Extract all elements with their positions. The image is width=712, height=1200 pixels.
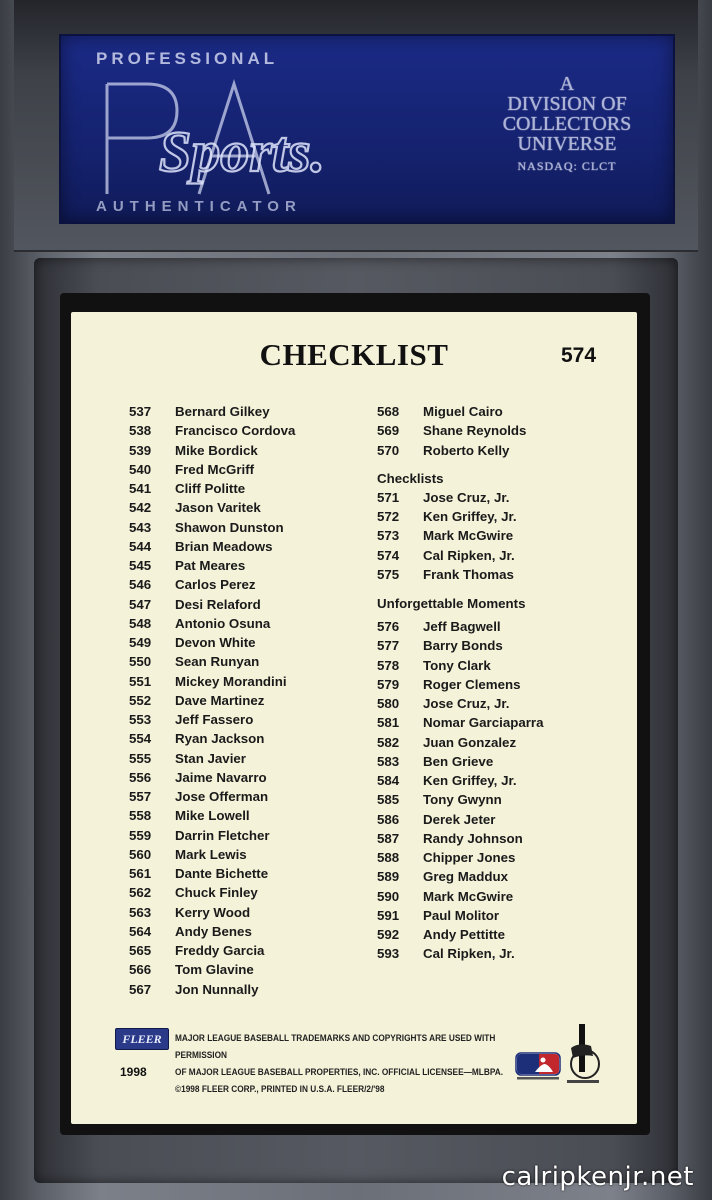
player-name: Stan Javier [175,750,246,766]
checklist-row [377,752,526,771]
player-name: Randy Johnson [423,830,523,846]
player-name: Mark Lewis [175,846,247,862]
card-entry-number: 560 [129,846,152,862]
card-entry-number: 541 [129,481,152,496]
player-name: Tony Clark [423,657,491,673]
mlb-logo [515,1052,561,1082]
card-entry-number: 539 [129,442,152,458]
player-name: Jeff Bagwell [423,619,501,634]
card-entry-number: 537 [129,404,152,419]
fleer-logo: FLEER [115,1028,169,1050]
checklist-row [377,906,526,925]
player-name: Greg Maddux [423,869,508,885]
player-name: Jason Varitek [175,500,261,516]
player-name: Jose Cruz, Jr. [423,489,510,505]
player-name: Antonio Osuna [175,615,271,631]
player-name: Nomar Garciaparra [423,715,544,731]
psa-logo [99,56,389,206]
player-name: Cliff Politte [175,481,246,496]
card-entry-number: 545 [129,558,152,573]
card-entry-number: 585 [377,792,400,808]
card-entry-number: 571 [377,489,400,505]
card-entry-number: 573 [377,528,400,544]
card-entry-number: 577 [377,638,400,654]
player-name: Freddy Garcia [175,943,265,958]
checklist-row [377,636,526,655]
player-name: Ryan Jackson [175,731,265,747]
player-name: Kerry Wood [175,904,251,920]
card-entry-number: 587 [377,830,400,846]
checklist-row [377,565,526,584]
player-name: Dante Bichette [175,866,269,881]
player-name: Mark McGwire [423,888,514,904]
player-name: Tony Gwynn [423,792,502,808]
card-entry-number: 546 [129,577,152,593]
division-text [477,74,657,178]
player-name: Roger Clemens [423,676,521,692]
player-name: Jaime Navarro [175,769,267,785]
legal-text [175,1030,506,1098]
player-name: Jon Nunnally [175,981,259,997]
division-line: DIVISION OF [507,93,627,115]
card-entry-number: 548 [129,615,152,631]
player-name: Shawon Dunston [175,519,284,535]
checklist-row [377,694,526,713]
player-name: Francisco Cordova [175,423,296,439]
checklist-card [71,312,637,1124]
card-entry-number: 588 [377,850,400,865]
checklist-row [377,546,526,565]
player-name: Chipper Jones [423,850,516,865]
division-line: COLLECTORS [502,113,632,135]
checklists-heading: Checklists [377,470,444,486]
legal-line: MAJOR LEAGUE BASEBALL TRADEMARKS AND COPYRIGHTS ARE USED WITH PERMISSION [175,1033,496,1060]
card-entry-number: 565 [129,943,152,958]
mlbpa-logo [565,1020,601,1086]
watermark: calripkenjr.net [501,1162,694,1192]
card-entry-number: 566 [129,962,152,978]
player-name: Roberto Kelly [423,442,510,458]
label-bottom-word: AUTHENTICATOR [96,198,302,215]
moments-list [377,617,544,964]
player-name: Dave Martinez [175,692,265,708]
checklist-row [377,829,526,848]
card-entry-number: 593 [377,946,400,962]
player-name: Carlos Perez [175,577,256,593]
checklist-row [377,421,526,440]
checklist-row [377,507,526,526]
card-entry-number: 576 [377,619,400,634]
right-top-list [377,402,526,460]
player-name: Mike Bordick [175,442,258,458]
card-entry-number: 586 [377,811,400,827]
checklist-row [377,790,526,809]
player-name: Derek Jeter [423,811,496,827]
moments-heading: Unforgettable Moments [377,596,526,611]
player-name: Ben Grieve [423,753,494,769]
player-name: Ken Griffey, Jr. [423,773,517,788]
player-name: Chuck Finley [175,885,258,901]
player-name: Frank Thomas [423,566,514,582]
player-name: Brian Meadows [175,538,273,554]
nasdaq-text: NASDAQ: CLCT [517,159,617,173]
card-entry-number: 579 [377,676,400,692]
player-name: Sean Runyan [175,654,260,670]
card-entry-number: 570 [377,442,400,458]
player-name: Andy Benes [175,923,252,939]
player-name: Jeff Fassero [175,712,254,727]
player-name: Bernard Gilkey [175,404,270,419]
card-entry-number: 559 [129,827,152,843]
division-line: UNIVERSE [517,133,617,155]
player-name: Devon White [175,635,256,650]
svg-text:Sports.: Sports. [159,119,326,184]
checklist-row [377,733,526,752]
card-entry-number: 582 [377,734,400,750]
checklist-row [377,848,526,867]
card-entry-number: 592 [377,927,400,942]
card-entry-number: 589 [377,869,400,885]
card-number: 574 [561,344,597,367]
player-name: Cal Ripken, Jr. [423,547,515,563]
card-entry-number: 574 [377,547,400,563]
player-name: Darrin Fletcher [175,827,270,843]
checklists-list [377,488,526,584]
holder-top [14,0,698,252]
grading-label [59,34,675,224]
card-entry-number: 578 [377,657,400,673]
card-entry-number: 552 [129,692,152,708]
checklist-row [377,675,526,694]
card-entry-number: 551 [129,673,152,689]
checklist-row [377,944,526,963]
card-entry-number: 575 [377,566,400,582]
card-entry-number: 540 [129,461,152,477]
card-entry-number: 561 [129,866,152,881]
player-name: Jose Cruz, Jr. [423,696,510,711]
division-line: A [559,73,575,95]
player-name: Desi Relaford [175,596,261,612]
card-entry-number: 555 [129,750,152,766]
player-name: Cal Ripken, Jr. [423,946,515,962]
card-entry-number: 550 [129,654,152,670]
legal-line: OF MAJOR LEAGUE BASEBALL PROPERTIES, INC. OFFICIAL LICENSEE—MLBPA. [175,1067,504,1077]
card-entry-number: 558 [129,808,152,824]
card-entry-number: 557 [129,789,152,804]
checklist-row [377,887,526,906]
card-entry-number: 572 [377,509,400,524]
card-entry-number: 542 [129,500,152,516]
card-entry-number: 591 [377,907,400,923]
label-top-word: PROFESSIONAL [96,49,279,68]
card-year: 1998 [120,1065,147,1079]
card-entry-number: 568 [377,404,400,419]
checklist-row [377,925,526,944]
checklist-row [377,488,526,507]
card-entry-number: 567 [129,981,152,997]
card-entry-number: 549 [129,635,152,650]
checklist-row [377,441,526,460]
checklist-row [377,867,526,886]
card-entry-number: 590 [377,888,400,904]
card-entry-number: 547 [129,596,152,612]
checklist-row [377,771,526,790]
card-entry-number: 543 [129,519,152,535]
player-name: Mark McGwire [423,528,514,544]
checklist-row [377,713,544,732]
player-name: Miguel Cairo [423,404,503,419]
player-name: Juan Gonzalez [423,734,517,750]
card-entry-number: 583 [377,753,400,769]
player-name: Andy Pettitte [423,927,506,942]
card-entry-number: 580 [377,696,400,711]
player-name: Mike Lowell [175,808,250,824]
card-title: CHECKLIST [259,337,449,372]
card-entry-number: 544 [129,538,152,554]
player-name: Mickey Morandini [175,673,287,689]
card-entry-number: 562 [129,885,152,901]
card-entry-number: 556 [129,769,152,785]
card-entry-number: 584 [377,773,400,788]
checklist-row [377,617,526,636]
player-name: Jose Offerman [175,789,269,804]
player-name: Pat Meares [175,558,246,573]
player-name: Shane Reynolds [423,423,527,439]
card-entry-number: 553 [129,712,152,727]
player-name: Barry Bonds [423,638,503,654]
player-name: Fred McGriff [175,461,255,477]
checklist-row [377,810,526,829]
checklist-row [377,656,526,675]
legal-line: ©1998 FLEER CORP., PRINTED IN U.S.A. FLEER/2/'98 [175,1084,385,1094]
right-column [377,402,544,964]
card-entry-number: 569 [377,423,400,439]
card-entry-number: 564 [129,923,152,939]
player-name: Ken Griffey, Jr. [423,509,517,524]
card-entry-number: 554 [129,731,152,747]
card-entry-number: 538 [129,423,152,439]
checklist-row [377,526,526,545]
player-name: Tom Glavine [175,962,254,978]
card-entry-number: 563 [129,904,152,920]
player-name: Paul Molitor [423,907,500,923]
checklist-row [377,402,526,421]
card-entry-number: 581 [377,715,400,731]
